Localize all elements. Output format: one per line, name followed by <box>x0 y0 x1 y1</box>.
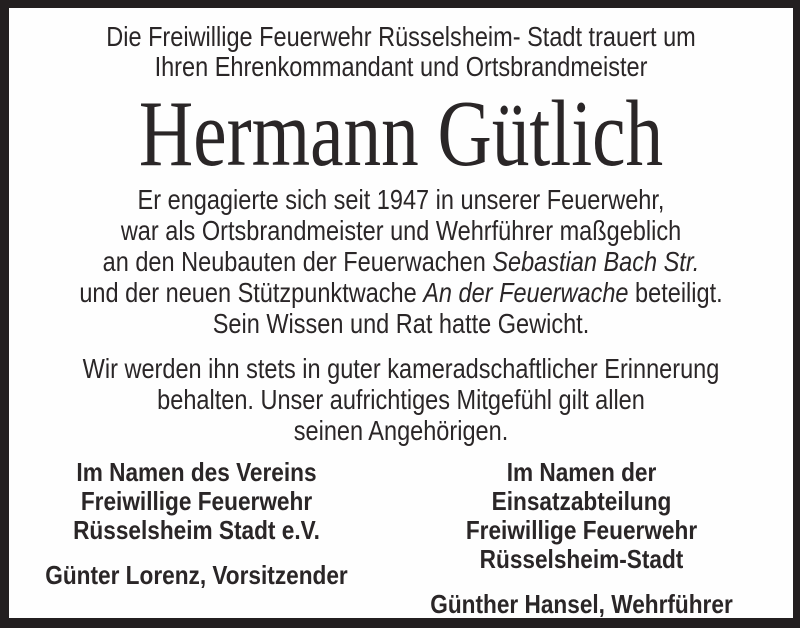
left-org-line-1: Im Namen des Vereins <box>76 457 317 487</box>
tribute-line-3-street-name: Sebastian Bach Str. <box>492 246 700 277</box>
notice-header <box>72 22 731 82</box>
condolence-line-2: behalten. Unser aufrichtiges Mitgefühl gilt allen <box>157 384 645 415</box>
tribute-line-2: war als Ortsbrandmeister und Wehrführer maßgeblich <box>120 215 682 246</box>
tribute-line-4-text-end: beteiligt. <box>628 277 723 308</box>
tribute-line-3-text: an den Neubauten der Feuerwachen <box>102 246 493 277</box>
tribute-line-1: Er engagierte sich seit 1947 in unserer Feuerwehr, <box>137 184 665 215</box>
tribute-line-4-street-name: An der Feuerwache <box>423 277 629 308</box>
condolence-line-3: seinen Angehörigen. <box>293 415 509 446</box>
header-line-2: Ihren Ehrenkommandant und Ortsbrandmeister <box>154 51 648 82</box>
signature-left-content <box>42 458 351 590</box>
tribute-line-4-text: und der neuen Stützpunktwache <box>79 277 424 308</box>
tribute-line-3 <box>72 246 731 277</box>
condolence-line-1: Wir werden ihn stets in guter kameradschaftlicher Erinnerung <box>82 353 720 384</box>
notice-paper <box>9 8 793 618</box>
right-org-line-3: Rüsselsheim-Stadt <box>479 544 684 574</box>
signature-section <box>9 457 793 618</box>
signature-left-column <box>19 458 374 590</box>
tribute-line-4 <box>72 277 731 308</box>
right-org-line-2: Freiwillige Feuerwehr <box>465 515 698 545</box>
left-org-line-3: Rüsselsheim Stadt e.V. <box>73 515 320 545</box>
tribute-paragraph <box>72 184 731 339</box>
left-org-line-2: Freiwillige Feuerwehr <box>80 486 313 516</box>
header-line-1: Die Freiwillige Feuerwehr Rüsselsheim- Stadt trauert um <box>106 21 696 52</box>
right-org-line-1: Im Namen der Einsatzabteilung <box>491 457 672 516</box>
signature-right-content <box>418 458 744 618</box>
right-signatory-name: Günther Hansel, Wehrführer <box>430 589 733 618</box>
left-signatory-name: Günter Lorenz, Vorsitzender <box>45 560 348 590</box>
signature-right-column <box>394 458 769 618</box>
deceased-name: Hermann Gütlich <box>138 82 664 186</box>
condolence-paragraph <box>72 353 731 446</box>
tribute-line-5: Sein Wissen und Rat hatte Gewicht. <box>212 308 590 339</box>
